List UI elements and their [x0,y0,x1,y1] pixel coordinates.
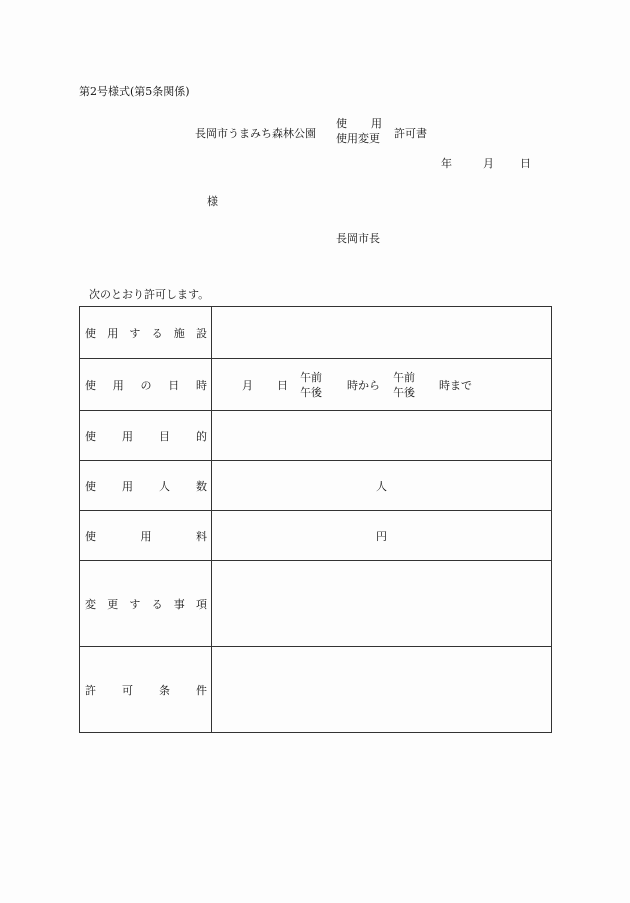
document-title-suffix: 許可書 [394,127,427,140]
label-char: 件 [196,683,207,697]
label-char: 使 [85,429,96,443]
label-char: る [151,597,163,611]
label-char: 日 [168,378,180,392]
label-char: 更 [107,597,119,611]
row-label [80,411,212,461]
row-label [80,511,212,561]
datetime-field[interactable] [212,359,552,411]
date-month: 月 [483,157,494,170]
label-char: る [151,326,163,340]
label-char: 施 [173,326,185,340]
issue-date [441,155,531,171]
start-am: 午前 [300,371,322,384]
row-label [80,647,212,733]
permit-table [79,306,552,733]
row-label [80,359,212,411]
change-items-field[interactable] [212,561,552,647]
purpose-field[interactable] [212,411,552,461]
facility-field[interactable] [212,307,552,359]
row-label [80,461,212,511]
row-label [80,561,212,647]
end-ampm [393,370,415,400]
people-count-field[interactable]: 人 [212,461,552,511]
label-char: 数 [196,479,207,493]
label-char: す [129,326,141,340]
label-char: 用 [122,479,133,493]
label-char: 使 [85,326,96,340]
table-row [80,307,552,359]
label-char: の [140,378,152,392]
label-char: 用 [112,378,124,392]
table-row [80,461,552,511]
end-pm: 午後 [393,386,415,399]
label-char: 人 [159,479,170,493]
label-char: 用 [107,326,119,340]
label-char: 使 [85,529,96,543]
label-char: 用 [122,429,133,443]
row-label [80,307,212,359]
title-change-row: 使用変更 [336,132,380,145]
date-year: 年 [441,157,452,170]
label-char: 目 [159,429,170,443]
label-char: 使 [85,479,96,493]
addressee-suffix: 様 [207,195,218,208]
title-use-row [336,116,382,131]
datetime-until: 時まで [439,379,472,392]
label-char: 許 [85,683,96,697]
title-use-char-2: 用 [371,117,382,130]
table-row [80,511,552,561]
start-pm: 午後 [300,386,322,399]
label-char: 用 [140,529,152,543]
label-char: 事 [173,597,185,611]
label-char: 的 [196,429,207,443]
table-row [80,359,552,411]
table-row [80,561,552,647]
label-char: 可 [122,683,133,697]
intro-text: 次のとおり許可します。 [89,288,210,301]
datetime-content [212,359,551,410]
end-am: 午前 [393,371,415,384]
label-char: 設 [195,326,207,340]
start-ampm [300,370,322,400]
table-row [80,647,552,733]
label-char: 時 [196,378,207,392]
label-char: 使 [85,378,96,392]
table-row [80,411,552,461]
fee-field[interactable]: 円 [212,511,552,561]
date-day: 日 [520,157,531,170]
label-char: 料 [196,529,207,543]
form-number: 第2号様式(第5条関係) [79,85,190,98]
label-char: す [129,597,141,611]
permit-conditions-field[interactable] [212,647,552,733]
datetime-month: 月 [242,379,253,392]
document-title-use-stack [336,116,382,146]
label-char: 条 [159,683,170,697]
title-use-char-1: 使 [336,117,347,130]
datetime-from: 時から [347,379,380,392]
label-char: 変 [85,597,96,611]
datetime-day: 日 [277,379,288,392]
document-title-park: 長岡市うまみち森林公園 [195,127,316,140]
label-char: 項 [195,597,207,611]
issuer: 長岡市長 [336,232,380,245]
